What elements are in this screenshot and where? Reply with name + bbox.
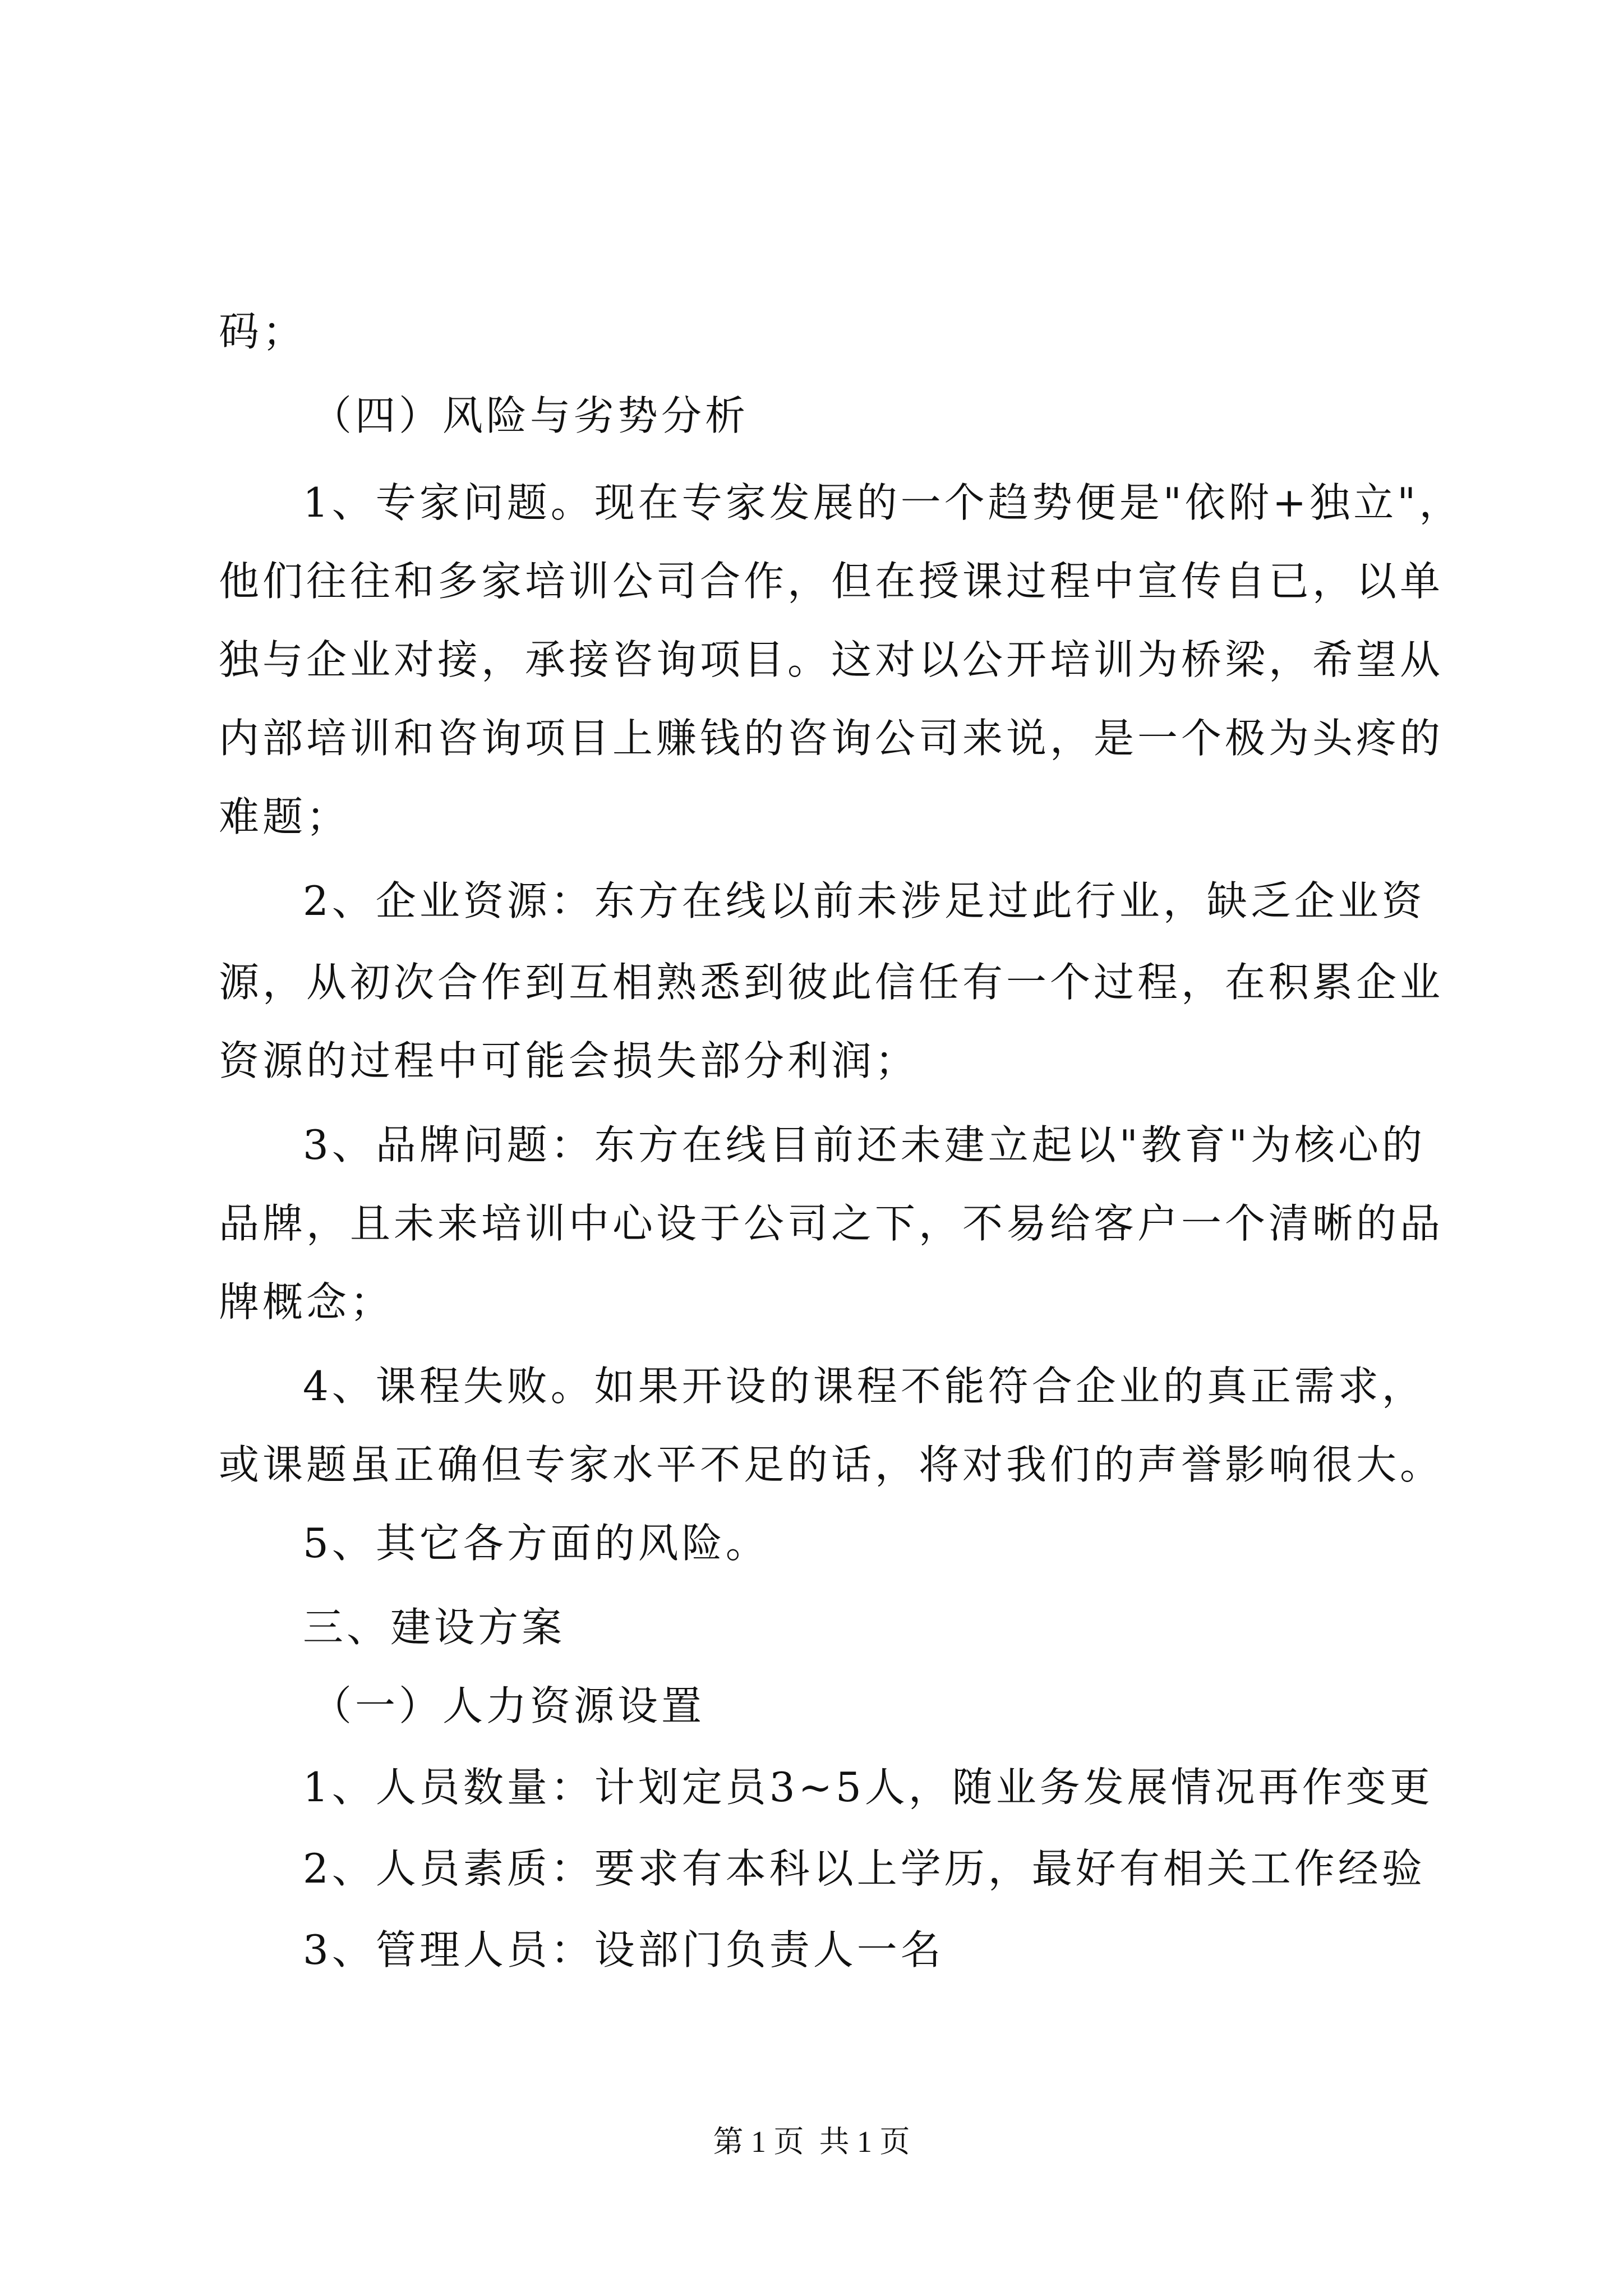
text-line: 1、专家问题。现在专家发展的一个趋势便是"依附+独立"， (303, 479, 1463, 526)
text-line: 3、管理人员：设部门负责人一名 (303, 1926, 944, 1973)
text-line: 内部培训和咨询项目上赚钱的咨询公司来说，是一个极为头疼的 (219, 715, 1444, 762)
text-line: 2、人员素质：要求有本科以上学历，最好有相关工作经验 (303, 1845, 1426, 1892)
text-line: 1、人员数量：计划定员3~5人，随业务发展情况再作变更 (303, 1764, 1433, 1811)
section-heading: 三、建设方案 (303, 1604, 566, 1651)
text-line: 源，从初次合作到互相熟悉到彼此信任有一个过程，在积累企业 (219, 959, 1444, 1006)
text-line: 难题； (219, 793, 351, 840)
text-line: 牌概念； (219, 1278, 394, 1326)
text-line: 3、品牌问题：东方在线目前还未建立起以"教育"为核心的 (303, 1121, 1426, 1168)
text-line: 品牌，且未来培训中心设于公司之下，不易给客户一个清晰的品 (219, 1200, 1444, 1247)
section-heading: （四）风险与劣势分析 (311, 392, 749, 439)
text-line: 2、企业资源：东方在线以前未涉足过此行业，缺乏企业资 (303, 877, 1426, 924)
text-line: 4、课程失败。如果开设的课程不能符合企业的真正需求， (303, 1363, 1426, 1410)
text-line: 码； (219, 308, 307, 355)
section-heading: （一）人力资源设置 (311, 1682, 706, 1729)
text-line: 他们往往和多家培训公司合作，但在授课过程中宣传自已，以单 (219, 558, 1444, 605)
text-line: 5、其它各方面的风险。 (303, 1520, 769, 1567)
text-line: 资源的过程中可能会损失部分利润； (219, 1037, 919, 1084)
text-line: 独与企业对接，承接咨询项目。这对以公开培训为桥梁，希望从 (219, 636, 1444, 683)
text-line: 或课题虽正确但专家水平不足的话，将对我们的声誉影响很大。 (219, 1441, 1444, 1488)
page-number-footer: 第 1 页 共 1 页 (713, 2125, 910, 2159)
